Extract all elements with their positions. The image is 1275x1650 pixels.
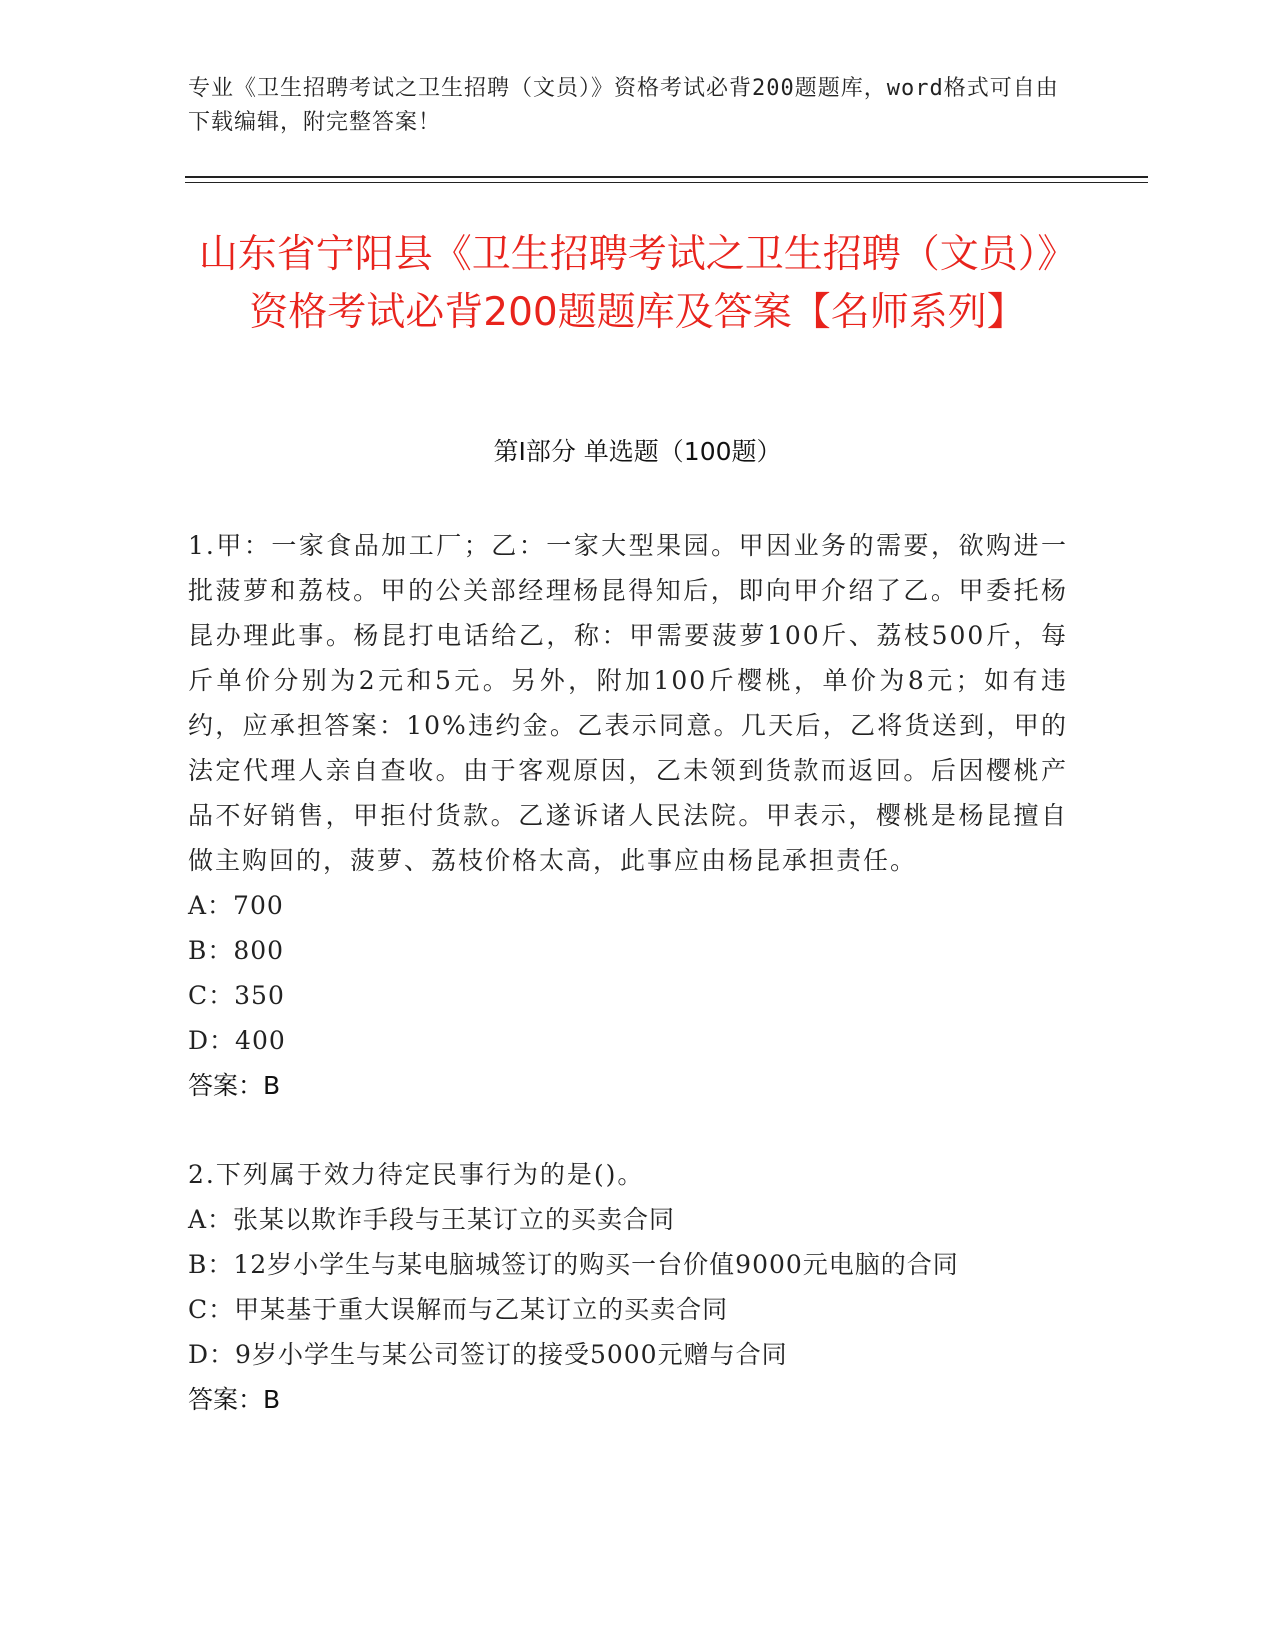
answer: 答案：B (188, 1385, 281, 1414)
option-b: B：800 (188, 936, 285, 965)
question-2 (188, 1152, 1068, 1422)
header-rule-thin (185, 182, 1148, 183)
section-heading: 第Ⅰ部分 单选题（100题） (493, 437, 782, 466)
header-note: 专业《卫生招聘考试之卫生招聘（文员）》资格考试必背200题题库，word格式可自由下载编辑，附完整答案！ (188, 76, 1059, 135)
header-rule-thick (185, 176, 1148, 178)
document-title: 山东省宁阳县《卫生招聘考试之卫生招聘（文员）》资格考试必背200题题库及答案【名师系列】 (198, 232, 1077, 335)
answer: 答案：B (188, 1071, 281, 1100)
option-d: D：9岁小学生与某公司签订的接受5000元赠与合同 (188, 1340, 788, 1369)
question-stem: 2.下列属于效力待定民事行为的是()。 (188, 1160, 645, 1189)
option-c: C：甲某基于重大误解而与乙某订立的买卖合同 (188, 1295, 729, 1324)
option-c: C：350 (188, 981, 285, 1010)
option-b: B：12岁小学生与某电脑城签订的购买一台价值9000元电脑的合同 (188, 1250, 959, 1279)
option-a: A：700 (188, 891, 284, 920)
question-stem: 1.甲：一家食品加工厂；乙：一家大型果园。甲因业务的需要，欲购进一批菠萝和荔枝。甲的公关部经理杨昆得知后，即向甲介绍了乙。甲委托杨昆办理此事。杨昆打电话给乙，称：甲需要菠萝100斤、荔枝500斤，每斤单价分别为2元和5元。另外，附加100斤樱桃，单价为8元；如有违约，应承担答案：10%违约金。乙表示同意。几天后，乙将货送到，甲的法定代理人亲自查收。由于客观原因，乙未领到货款而返回。后因樱桃产品不好销售，甲拒付货款。乙遂诉诸人民法院。甲表示，樱桃是杨昆擅自做主购回的，菠萝、荔枝价格太高，此事应由杨昆承担责任。 (188, 531, 1068, 875)
question-list (188, 523, 1068, 1466)
question-1 (188, 523, 1068, 1108)
option-a: A：张某以欺诈手段与王某订立的买卖合同 (188, 1205, 676, 1234)
option-d: D：400 (188, 1026, 286, 1055)
